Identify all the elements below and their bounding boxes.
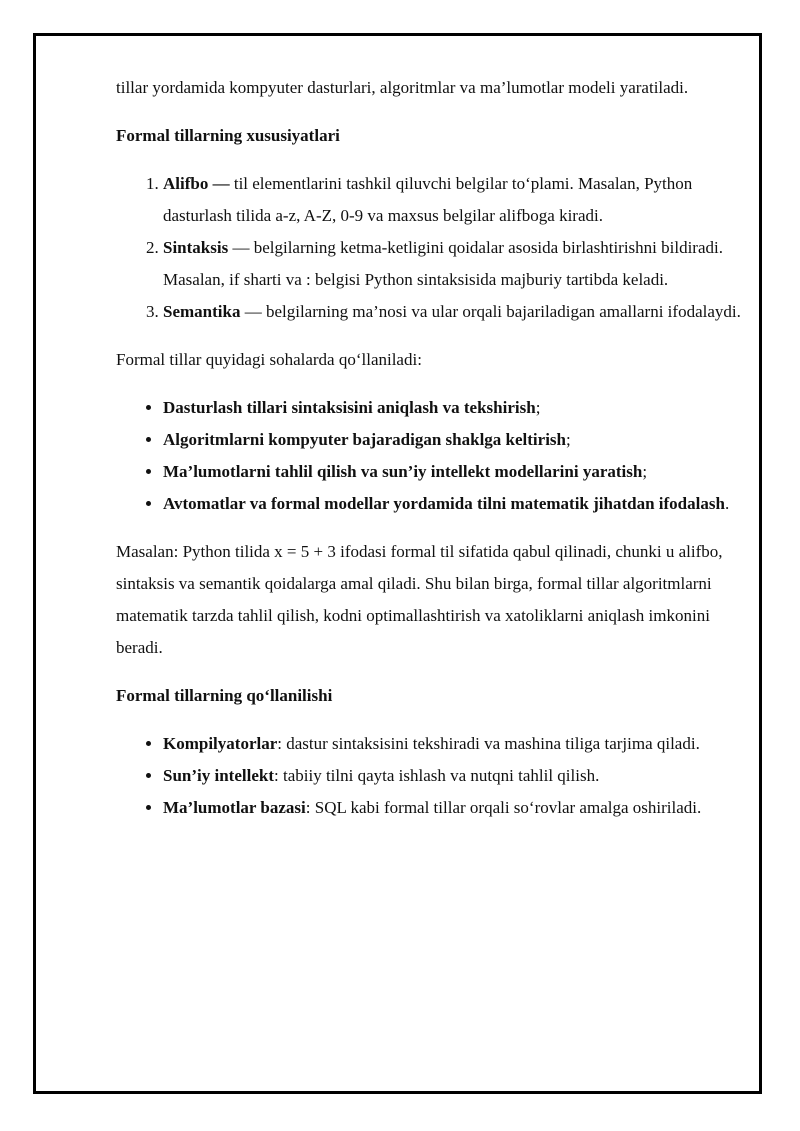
list-item [163, 296, 746, 328]
list-item [163, 232, 746, 296]
term: Alifbo — [163, 174, 230, 193]
term: Kompilyatorlar [163, 734, 278, 753]
areas-list [116, 392, 746, 520]
heading-properties: Formal tillarning xususiyatlari [116, 126, 340, 145]
example-paragraph: Masalan: Python tilida x = 5 + 3 ifodasi formal til sifatida qabul qilinadi, chunki u alifbo, sintaksis va semantik qoidalarga amal qiladi. Shu bilan birga, formal tillar algoritmlarni matematik tarzda tahlil qilish, kodni optimallashtirish va xatoliklarni aniqlash imkonini beradi. [116, 542, 723, 657]
definition: : tabiiy tilni qayta ishlash va nutqni tahlil qilish. [274, 766, 600, 785]
list-item [163, 456, 746, 488]
intro-continuation: tillar yordamida kompyuter dasturlari, algoritmlar va ma’lumotlar modeli yaratiladi. [116, 78, 689, 97]
definition: til elementlarini tashkil qiluvchi belgilar to‘plami. Masalan, Python dasturlash tilida a-z, A-Z, 0-9 va maxsus belgilar alifboga kiradi. [163, 174, 693, 225]
punctuation: . [724, 494, 730, 513]
list-item [163, 168, 746, 232]
list-item [163, 392, 746, 424]
punctuation: ; [566, 430, 571, 449]
term: Ma’lumotlar bazasi [163, 798, 306, 817]
document-body [116, 72, 746, 840]
punctuation: ; [642, 462, 648, 481]
definition: : SQL kabi formal tillar orqali so‘rovlar amalga oshiriladi. [305, 798, 702, 817]
term: Sun’iy intellekt [163, 766, 274, 785]
properties-list [116, 168, 746, 328]
definition: : dastur sintaksisini tekshiradi va mashina tiliga tarjima qiladi. [277, 734, 700, 753]
list-item [163, 760, 746, 792]
areas-intro: Formal tillar quyidagi sohalarda qo‘llaniladi: [116, 350, 422, 369]
list-item [163, 728, 746, 760]
heading-applications: Formal tillarning qo‘llanilishi [116, 686, 333, 705]
definition: — belgilarning ketma-ketligini qoidalar asosida birlashtirishni bildiradi. Masalan, if sharti va : belgisi Python sintaksisida majburiy tartibda keladi. [163, 238, 723, 289]
area-label: Dasturlash tillari sintaksisini aniqlash va tekshirish [163, 398, 536, 417]
area-label: Avtomatlar va formal modellar yordamida tilni matematik jihatdan ifodalash [163, 494, 725, 513]
term: Sintaksis [163, 238, 229, 257]
applications-list [116, 728, 746, 824]
area-label: Ma’lumotlarni tahlil qilish va sun’iy intellekt modellarini yaratish [163, 462, 643, 481]
list-item [163, 792, 746, 824]
area-label: Algoritmlarni kompyuter bajaradigan shaklga keltirish [163, 430, 566, 449]
term: Semantika [163, 302, 241, 321]
punctuation: ; [535, 398, 541, 417]
list-item [163, 488, 746, 520]
definition: — belgilarning ma’nosi va ular orqali bajariladigan amallarni ifodalaydi. [240, 302, 741, 321]
list-item [163, 424, 746, 456]
